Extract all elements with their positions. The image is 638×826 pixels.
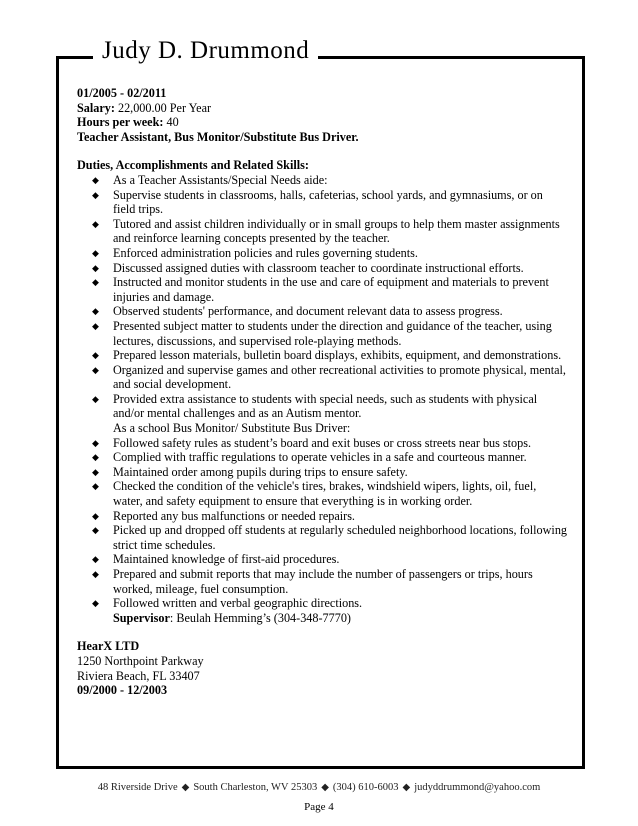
supervisor-label: Supervisor: [113, 610, 170, 625]
salary-value: 22,000.00 Per Year: [114, 100, 212, 115]
bus-duties-heading: As a school Bus Monitor/ Substitute Bus Driver:: [113, 421, 351, 436]
footer-phone: (304) 610-6003: [332, 782, 399, 793]
duty-item: ◆ Presented subject matter to students under the direction and guidance of the teacher, using lectures, discussions, and supervised role-playing methods.: [92, 318, 552, 348]
hours-value: 40: [163, 115, 179, 130]
footer-address: 48 Riverside Drive: [97, 782, 178, 793]
supervisor-line: [77, 611, 567, 626]
diamond-bullet-icon: ◆: [92, 554, 99, 565]
diamond-separator-icon: ◆: [321, 782, 329, 793]
frame-bottom-border: [56, 766, 585, 769]
diamond-bullet-icon: ◆: [92, 452, 99, 463]
duty-item: ◆ Followed written and verbal geographic directions.: [92, 596, 363, 611]
diamond-separator-icon: ◆: [402, 782, 411, 793]
frame-left-border: [56, 56, 59, 769]
diamond-bullet-icon: ◆: [92, 277, 99, 288]
diamond-bullet-icon: ◆: [92, 481, 99, 492]
job2-address-line2: Riviera Beach, FL 33407: [77, 668, 200, 683]
footer-city: South Charleston, WV 25303: [193, 782, 318, 793]
diamond-bullet-icon: ◆: [92, 393, 99, 404]
diamond-bullet-icon: ◆: [92, 218, 99, 229]
duty-item: ◆ Maintained knowledge of first-aid procedures.: [92, 552, 340, 567]
duty-item: ◆ As a Teacher Assistants/Special Needs aide:: [92, 172, 328, 187]
diamond-bullet-icon: ◆: [92, 320, 99, 331]
job2-employer: HearX LTD: [77, 639, 140, 654]
diamond-bullet-icon: ◆: [92, 437, 99, 448]
job1-title: Teacher Assistant, Bus Monitor/Substitute Bus Driver.: [77, 129, 359, 144]
page-number: Page 4: [304, 801, 334, 813]
diamond-bullet-icon: ◆: [92, 510, 99, 521]
duty-item: ◆ Prepared lesson materials, bulletin board displays, exhibits, equipment, and demonstrations.: [92, 348, 562, 363]
diamond-bullet-icon: ◆: [92, 598, 99, 609]
duty-item: ◆ Discussed assigned duties with classroom teacher to coordinate instructional efforts.: [92, 260, 524, 275]
duty-item: ◆ Organized and supervise games and other recreational activities to promote physical, mental, and social development.: [92, 362, 566, 392]
duty-item: ◆ Checked the condition of the vehicle's tires, brakes, windshield wipers, lights, oil, fuel, water, and safety equipment to ensure that everything is in working order.: [92, 479, 537, 509]
hours-label: Hours per week:: [77, 115, 164, 130]
diamond-bullet-icon: ◆: [92, 569, 99, 579]
diamond-bullet-icon: ◆: [92, 262, 99, 273]
diamond-bullet-icon: ◆: [92, 364, 99, 375]
frame-top-left-border: [57, 56, 93, 59]
diamond-bullet-icon: ◆: [92, 174, 99, 185]
diamond-bullet-icon: ◆: [92, 525, 99, 536]
duty-item: ◆ Provided extra assistance to students with special needs, such as students with physical and/or mental challenges and as an Autism mentor.: [92, 391, 538, 421]
job1-salary: [77, 101, 567, 116]
diamond-bullet-icon: ◆: [92, 189, 99, 200]
duties-list: [77, 173, 567, 421]
frame-right-border: [582, 56, 585, 769]
duty-item: ◆ Maintained order among pupils during trips to ensure safety.: [92, 464, 408, 479]
duty-item: ◆ Tutored and assist children individually or in small groups to help them master assignments and reinforce learning concepts presented by the teacher.: [92, 216, 560, 246]
diamond-bullet-icon: ◆: [92, 350, 99, 361]
duties-heading: Duties, Accomplishments and Related Skills:: [77, 158, 309, 173]
frame-top-right-border: [318, 56, 585, 59]
job2-address-line1: 1250 Northpoint Parkway: [77, 653, 204, 668]
job1-hours: [77, 115, 567, 130]
footer-email: judyddrummond@yahoo.com: [414, 782, 541, 793]
duty-item: ◆ Reported any bus malfunctions or needed repairs.: [92, 508, 355, 523]
duty-item: ◆ Instructed and monitor students in the use and care of equipment and materials to prevent injuries and damage.: [92, 275, 549, 304]
resume-body: [77, 86, 567, 698]
salary-label: Salary:: [77, 100, 115, 115]
duty-item: ◆ Followed safety rules as student’s board and exit buses or cross streets near bus stops.: [92, 435, 532, 450]
bus-duties-list: [77, 436, 567, 611]
duty-item: ◆ Prepared and submit reports that may include the number of passengers or trips, hours worked, mileage, fuel consumption.: [92, 567, 533, 596]
footer-contact: [0, 782, 638, 793]
duty-item: ◆ Enforced administration policies and rules governing students.: [92, 245, 418, 260]
job1-dates: 01/2005 - 02/2011: [77, 86, 167, 100]
diamond-bullet-icon: ◆: [92, 306, 99, 317]
supervisor-value: : Beulah Hemming’s (304-348-7770): [169, 610, 351, 625]
duty-item: ◆ Supervise students in classrooms, halls, cafeterias, school yards, and gymnasiums, or on field trips.: [92, 187, 543, 217]
duty-item: ◆ Observed students' performance, and document relevant data to assess progress.: [92, 304, 503, 319]
duty-item: ◆ Picked up and dropped off students at regularly scheduled neighborhood locations, following strict time schedules.: [92, 523, 568, 552]
resume-name-heading: Judy D. Drummond: [102, 37, 310, 64]
diamond-bullet-icon: ◆: [92, 247, 99, 258]
diamond-separator-icon: ◆: [181, 782, 190, 793]
duty-item: ◆ Complied with traffic regulations to operate vehicles in a safe and courteous manner.: [92, 450, 527, 465]
diamond-bullet-icon: ◆: [92, 466, 99, 477]
job2-dates: 09/2000 - 12/2003: [77, 683, 168, 698]
